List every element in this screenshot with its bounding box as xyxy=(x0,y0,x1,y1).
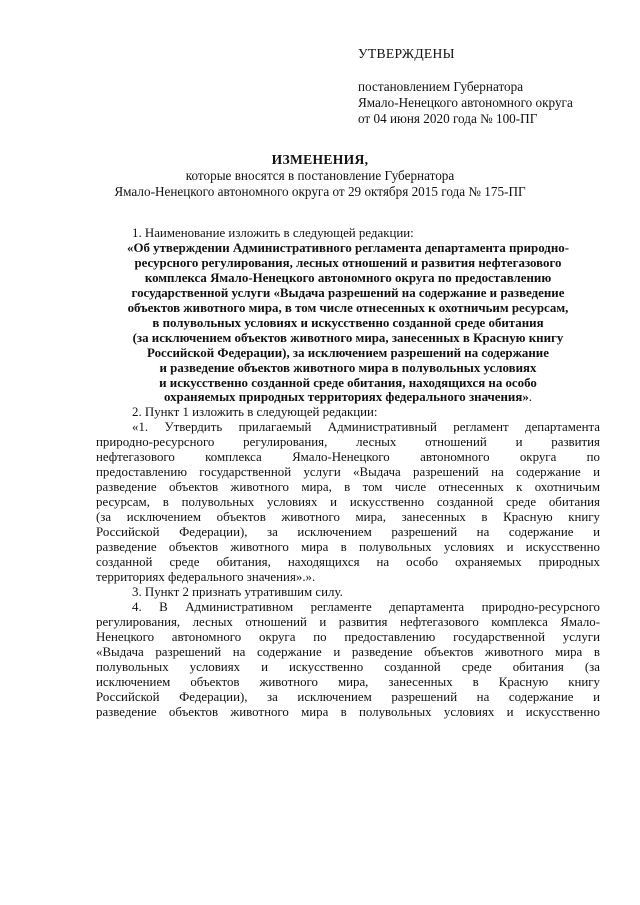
text-line: разведение объектов животного мира в полувольных условиях и искусственно xyxy=(96,704,600,719)
document-subtitle xyxy=(0,168,640,199)
subtitle-line: которые вносятся в постановление Губернатора xyxy=(185,168,455,183)
bold-line: и искусственно созданной среде обитания, находящихся на особо xyxy=(159,375,537,390)
text-line: «1. Утвердить прилагаемый Административный регламент департамента xyxy=(132,420,600,435)
bold-line: охраняемых природных территориях федерального значения» xyxy=(163,390,529,405)
approval-line: от 04 июня 2020 года № 100-ПГ xyxy=(358,111,538,126)
text-line: исключением объектов животного мира, занесенных в Красную книгу xyxy=(96,674,600,689)
text-line: разведение объектов животного мира, в том числе отнесенных к охотничьим xyxy=(96,480,600,495)
period: . xyxy=(528,390,533,405)
text-line: природно-ресурсного регулирования, лесных отношений и развития xyxy=(96,435,600,450)
text-line: предоставлению государственной услуги «Выдача разрешений на содержание и xyxy=(96,465,600,480)
text-line: созданной среде обитания, находящихся на особо охраняемых природных xyxy=(96,554,600,569)
text-line: нефтегазового комплекса Ямало-Ненецкого автономного округа по xyxy=(96,450,600,465)
text-line: регулирования, лесных отношений и развития нефтегазового комплекса Ямало- xyxy=(96,614,600,629)
bold-line-last xyxy=(96,390,600,405)
text-line: территориях федерального значения».». xyxy=(96,569,316,584)
text-line: Российской Федерации), за исключением разрешений на содержание и xyxy=(96,689,600,704)
approval-line: постановлением Губернатора xyxy=(358,79,524,94)
text-line: полувольных условиях и искусственно созданной среде обитания (за xyxy=(96,659,600,674)
paragraph-1-new-title xyxy=(96,241,600,405)
paragraph-2-intro: 2. Пункт 1 изложить в следующей редакции: xyxy=(132,405,378,420)
document-body xyxy=(96,226,600,719)
text-line: разведение объектов животного мира в полувольных условиях и искусственно xyxy=(96,540,600,555)
text-line: (за исключением объектов животного мира, занесенных в Красную книгу xyxy=(96,510,600,525)
text-line: ресурсам, в полувольных условиях и искусственно созданной среде обитания xyxy=(96,495,600,510)
paragraph-4-text xyxy=(96,600,600,720)
subtitle-line: Ямало-Ненецкого автономного округа от 29 октября 2015 года № 175-ПГ xyxy=(114,183,526,199)
paragraph-3: 3. Пункт 2 признать утратившим силу. xyxy=(132,584,343,599)
paragraph-2-text xyxy=(96,420,600,584)
text-line: Ненецкого автономного округа по предоставлению государственной услуги xyxy=(96,629,600,644)
bold-line: государственной услуги «Выдача разрешений на содержание и разведение xyxy=(131,285,565,300)
paragraph-1-intro: 1. Наименование изложить в следующей редакции: xyxy=(132,226,414,240)
bold-line: (за исключением объектов животного мира, занесенных в Красную книгу xyxy=(132,330,564,345)
text-line: 4. В Административном регламенте департамента природно-ресурсного xyxy=(132,599,600,614)
text-line: Российской Федерации), за исключением разрешений на содержание и xyxy=(96,525,600,540)
bold-line: и разведение объектов животного мира в полувольных условиях xyxy=(159,360,537,375)
bold-line: комплекса Ямало-Ненецкого автономного округа по предоставлению xyxy=(144,270,552,285)
approval-line: Ямало-Ненецкого автономного округа xyxy=(358,95,573,110)
text-line: «Выдача разрешений на содержание и разведение объектов животного мира в xyxy=(96,644,600,659)
bold-line: в полувольных условиях и искусственно созданной среде обитания xyxy=(152,315,544,330)
approval-heading: УТВЕРЖДЕНЫ xyxy=(358,46,455,61)
approval-block xyxy=(358,46,628,127)
bold-line: Российской Федерации), за исключением разрешений на содержание xyxy=(147,345,549,360)
document-title: ИЗМЕНЕНИЯ, xyxy=(271,152,369,167)
bold-line: «Об утверждении Административного регламента департамента природно- xyxy=(127,240,569,255)
bold-line: объектов животного мира, в том числе отнесенных к охотничьим ресурсам, xyxy=(127,300,569,315)
bold-line: ресурсного регулирования, лесных отношений и развития нефтегазового xyxy=(134,255,562,270)
